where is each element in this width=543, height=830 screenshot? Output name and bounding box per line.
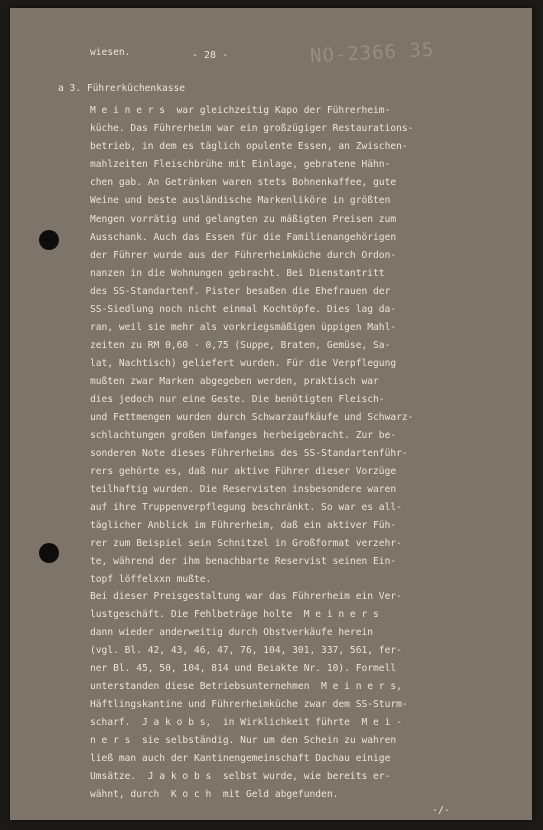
text-line: Weine und beste ausländische Markenliköre in größten [90,195,391,206]
text-line: lat, Nachtisch) geliefert wurden. Für die Verpflegung [90,358,397,369]
punch-hole-bottom [39,543,59,563]
text-line: mahlzeiten Fleischbrühe mit Einlage, gebratene Hähn- [90,159,391,170]
text-line: SS-Siedlung noch nicht einmal Kochtöpfe. Dies lag da- [90,304,397,315]
text-line: Umsätze. J a k o b s selbst wurde, wie bereits er- [90,771,391,782]
text-line: mußten zwar Marken abgegeben werden, praktisch war [90,376,379,387]
text-line: ner Bl. 45, 50, 104, 814 und Beiakte Nr. 10). Formell [90,663,397,674]
text-line: zeiten zu RM 0,60 - 0,75 (Suppe, Braten, Gemüse, Sa- [90,340,391,351]
text-line: wähnt, durch K o c h mit Geld abgefunden. [90,789,339,800]
text-line: schlachtungen großen Umfanges herbeigebracht. Zur be- [90,430,397,441]
text-line: n e r s sie selbständig. Nur um den Schein zu wahren [90,735,397,746]
text-line: sonderen Note dieses Führerheims des SS-Standartenführ- [90,448,408,459]
text-line: (vgl. Bl. 42, 43, 46, 47, 76, 104, 301, 337, 561, fer- [90,645,402,656]
text-line: scharf. J a k o b s, in Wirklichkeit führte M e i - [90,717,402,728]
text-line: und Fettmengen wurden durch Schwarzaufkäufe und Schwarz- [90,412,414,423]
text-line: wiesen. [90,47,131,58]
text-line: Häftlingskantine und Führerheimküche zwar dem SS-Sturm- [90,699,408,710]
text-line: rer zum Beispiel sein Schnitzel in Großformat verzehr- [90,538,402,549]
punch-hole-top [39,230,59,250]
text-line: chen gab. An Getränken waren stets Bohnenkaffee, gute [90,177,397,188]
text-line: lustgeschäft. Die Fehlbeträge holte M e i n e r s [90,609,379,620]
archive-stamp: NO-2366 35 [309,38,435,68]
text-line: nanzen in die Wohnungen gebracht. Bei Dienstantritt [90,268,385,279]
text-line: topf löffelxxn mußte. [90,574,212,585]
page-number: - 28 - [192,50,229,61]
text-line: des SS-Standartenf. Pister besaßen die Ehefrauen der [90,286,391,297]
text-line: M e i n e r s war gleichzeitig Kapo der Führerheim- [90,105,391,116]
text-line: betrieb, in dem es täglich opulente Essen, an Zwischen- [90,141,408,152]
text-line: dann wieder anderweitig durch Obstverkäufe herein [90,627,374,638]
text-line: dies jedoch nur eine Geste. Die benötigten Fleisch- [90,394,385,405]
end-mark: -/- [432,805,451,816]
text-line: ran, weil sie mehr als vorkriegsmäßigen üppigen Mahl- [90,322,397,333]
text-line: täglicher Anblick im Führerheim, daß ein aktiver Füh- [90,520,397,531]
text-line: auf ihre Truppenverpflegung beschränkt. So war es all- [90,502,402,513]
text-line: ließ man auch der Kantinengemeinschaft Dachau einige [90,753,391,764]
text-line: Bei dieser Preisgestaltung war das Führerheim ein Ver- [90,591,402,602]
text-line: Mengen vorrätig und gelangten zu mäßigten Preisen zum [90,214,397,225]
text-line: küche. Das Führerheim war ein großzügiger Restaurations- [90,123,414,134]
text-line: Ausschank. Auch das Essen für die Familienangehörigen [90,232,397,243]
text-line: rers gehörte es, daß nur aktive Führer dieser Vorzüge [90,466,397,477]
section-heading: a 3. Führerküchenkasse [58,83,186,94]
text-line: der Führer wurde aus der Führerheimküche durch Ordon- [90,250,397,261]
text-line: te, während der ihm benachbarte Reservist seinen Ein- [90,556,397,567]
document-page [10,8,532,820]
text-line: teilhaftig wurden. Die Reservisten insbesondere waren [90,484,397,495]
text-line: unterstanden diese Betriebsunternehmen M e i n e r s, [90,681,402,692]
